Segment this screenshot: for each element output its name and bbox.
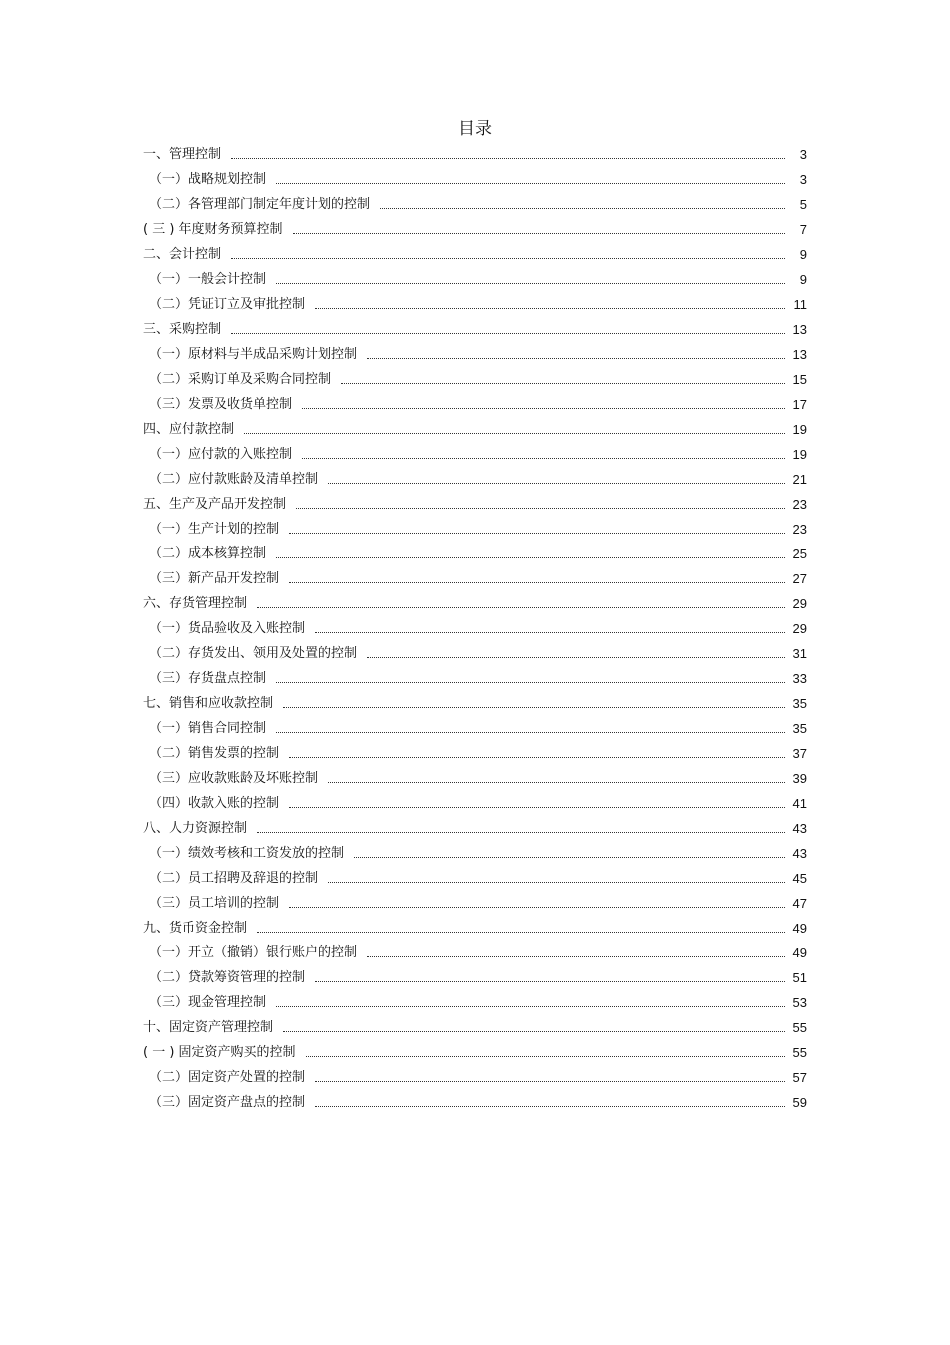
toc-entry-text: （二）贷款筹资管理的控制: [149, 970, 306, 986]
toc-page-number: 7: [799, 222, 807, 238]
toc-page-number: 35: [792, 696, 807, 712]
toc-entry[interactable]: [143, 1066, 807, 1091]
toc-entry-text: （一）生产计划的控制: [149, 521, 280, 537]
toc-entry[interactable]: [143, 841, 807, 866]
toc-entry[interactable]: [143, 293, 807, 318]
toc-dot-leader: [302, 407, 785, 409]
toc-entry[interactable]: [143, 866, 807, 891]
toc-page-number: 53: [792, 995, 807, 1011]
toc-entry-text: （二）应付款账龄及清单控制: [149, 471, 319, 487]
toc-page-number: 35: [792, 721, 807, 737]
toc-entry[interactable]: [143, 243, 807, 268]
toc-entry[interactable]: [143, 517, 807, 542]
toc-entry-text: （一）战略规划控制: [149, 172, 267, 188]
toc-entry-text: （一）开立（撤销）银行账户的控制: [149, 945, 358, 961]
toc-entry-text: 五、生产及产品开发控制: [143, 496, 287, 512]
toc-page-number: 45: [792, 870, 807, 886]
toc-entry[interactable]: [143, 542, 807, 567]
toc-entry[interactable]: [143, 467, 807, 492]
toc-page-number: 19: [792, 421, 807, 437]
toc-page-number: 55: [792, 1020, 807, 1036]
toc-page-number: 9: [799, 272, 807, 288]
toc-entry-text: 七、销售和应收款控制: [143, 696, 274, 712]
toc-page-number: 49: [792, 920, 807, 936]
toc-entry-text: （二）销售发票的控制: [149, 745, 280, 761]
toc-entry-text: （二）采购订单及采购合同控制: [149, 371, 332, 387]
toc-page-number: 37: [792, 745, 807, 761]
toc-page-number: 11: [793, 297, 807, 313]
toc-dot-leader: [276, 681, 785, 683]
toc-entry-text: （三）存货盘点控制: [149, 671, 267, 687]
toc-dot-leader: [257, 931, 785, 933]
toc-page-number: 5: [799, 197, 807, 213]
toc-entry[interactable]: [143, 941, 807, 966]
toc-entry-text: 四、应付款控制: [143, 421, 235, 437]
toc-entry-text: （一）应付款的入账控制: [149, 446, 293, 462]
toc-page-number: 9: [799, 247, 807, 263]
toc-dot-leader: [341, 382, 785, 384]
toc-dot-leader: [315, 631, 785, 633]
toc-dot-leader: [315, 307, 785, 309]
toc-entry[interactable]: [143, 766, 807, 791]
toc-page-number: 55: [792, 1045, 807, 1061]
toc-entry[interactable]: [143, 717, 807, 742]
toc-page-number: 41: [792, 795, 807, 811]
toc-entry-text: 九、货币资金控制: [143, 920, 248, 936]
toc-entry[interactable]: [143, 1041, 807, 1066]
toc-entry-text: 六、存货管理控制: [143, 596, 248, 612]
toc-page-number: 3: [799, 172, 807, 188]
toc-entry-text: ( 三 ) 年度财务预算控制: [143, 222, 283, 238]
toc-dot-leader: [293, 232, 785, 234]
toc-page-number: 49: [792, 945, 807, 961]
toc-entry[interactable]: [143, 742, 807, 767]
toc-entry[interactable]: [143, 343, 807, 368]
toc-dot-leader: [289, 906, 785, 908]
toc-entry-text: （二）成本核算控制: [149, 546, 267, 562]
toc-page-number: 39: [792, 770, 807, 786]
toc-dot-leader: [276, 1005, 785, 1007]
toc-page-number: 25: [792, 546, 807, 562]
toc-entry-text: （一）一般会计控制: [149, 272, 267, 288]
toc-entry-text: ( 一 ) 固定资产购买的控制: [143, 1045, 296, 1061]
toc-entry-text: （二）凭证订立及审批控制: [149, 297, 306, 313]
toc-entry[interactable]: [143, 916, 807, 941]
toc-entry[interactable]: [143, 1016, 807, 1041]
toc-entry[interactable]: [143, 1091, 807, 1116]
toc-entry-text: 二、会计控制: [143, 247, 222, 263]
toc-dot-leader: [231, 157, 785, 159]
toc-entry[interactable]: [143, 268, 807, 293]
toc-page-number: 59: [792, 1095, 807, 1111]
toc-dot-leader: [328, 781, 785, 783]
toc-page-number: 13: [792, 346, 807, 362]
toc-entry-text: 八、人力资源控制: [143, 820, 248, 836]
toc-page-number: 21: [792, 471, 807, 487]
toc-entry[interactable]: [143, 966, 807, 991]
toc-entry-text: （三）员工培训的控制: [149, 895, 280, 911]
toc-page-number: 23: [792, 496, 807, 512]
toc-entry-text: （一）原材料与半成品采购计划控制: [149, 346, 358, 362]
toc-entry[interactable]: [143, 991, 807, 1016]
toc-dot-leader: [283, 706, 785, 708]
toc-entry-text: （三）发票及收货单控制: [149, 396, 293, 412]
toc-dot-leader: [276, 556, 785, 558]
toc-dot-leader: [276, 282, 785, 284]
toc-entry[interactable]: [143, 168, 807, 193]
toc-entry-text: （一）绩效考核和工资发放的控制: [149, 845, 345, 861]
toc-entry-text: （四）收款入账的控制: [149, 795, 280, 811]
toc-entry[interactable]: [143, 891, 807, 916]
toc-dot-leader: [276, 731, 785, 733]
toc-dot-leader: [296, 507, 785, 509]
toc-dot-leader: [276, 182, 785, 184]
toc-entry[interactable]: [143, 318, 807, 343]
toc-dot-leader: [315, 1105, 785, 1107]
toc-dot-leader: [328, 881, 785, 883]
toc-dot-leader: [289, 581, 785, 583]
toc-entry[interactable]: [143, 667, 807, 692]
toc-page-number: 13: [792, 322, 807, 338]
toc-dot-leader: [367, 357, 785, 359]
toc-page-number: 29: [792, 621, 807, 637]
toc-dot-leader: [283, 1030, 785, 1032]
toc-entry-text: （三）固定资产盘点的控制: [149, 1095, 306, 1111]
toc-page-number: 43: [792, 845, 807, 861]
toc-page-number: 23: [792, 521, 807, 537]
toc-entry[interactable]: [143, 143, 807, 168]
toc-page-number: 31: [792, 646, 807, 662]
toc-entry-text: （一）销售合同控制: [149, 721, 267, 737]
toc-entry-text: （三）应收款账龄及坏账控制: [149, 770, 319, 786]
toc-entry[interactable]: [143, 791, 807, 816]
toc-page-number: 15: [792, 371, 807, 387]
toc-dot-leader: [231, 257, 785, 259]
toc-dot-leader: [315, 980, 785, 982]
toc-entry-text: 十、固定资产管理控制: [143, 1020, 274, 1036]
toc-entry[interactable]: [143, 617, 807, 642]
toc-page-number: 3: [799, 147, 807, 163]
toc-entry[interactable]: [143, 816, 807, 841]
toc-dot-leader: [289, 806, 785, 808]
toc-entry[interactable]: [143, 442, 807, 467]
toc-dot-leader: [257, 606, 785, 608]
toc-entry[interactable]: [143, 492, 807, 517]
toc-entry[interactable]: [143, 692, 807, 717]
toc-entry-text: （二）固定资产处置的控制: [149, 1070, 306, 1086]
toc-entry-text: （二）员工招聘及辞退的控制: [149, 870, 319, 886]
toc-list: [143, 143, 807, 1116]
toc-entry[interactable]: [143, 367, 807, 392]
toc-page-number: 43: [792, 820, 807, 836]
toc-page-number: 47: [792, 895, 807, 911]
toc-dot-leader: [367, 656, 785, 658]
toc-dot-leader: [328, 482, 785, 484]
toc-dot-leader: [315, 1080, 785, 1082]
toc-page-number: 29: [792, 596, 807, 612]
toc-dot-leader: [244, 432, 785, 434]
toc-page-number: 51: [792, 970, 807, 986]
toc-entry[interactable]: [143, 218, 807, 243]
toc-dot-leader: [380, 207, 785, 209]
toc-dot-leader: [354, 856, 785, 858]
toc-dot-leader: [306, 1055, 785, 1057]
toc-entry[interactable]: [143, 642, 807, 667]
toc-page-number: 57: [792, 1070, 807, 1086]
toc-dot-leader: [367, 955, 785, 957]
toc-dot-leader: [257, 831, 785, 833]
toc-entry-text: （二）各管理部门制定年度计划的控制: [149, 197, 371, 213]
toc-dot-leader: [289, 532, 785, 534]
toc-page-number: 33: [792, 671, 807, 687]
toc-entry[interactable]: [143, 592, 807, 617]
toc-page-number: 19: [792, 446, 807, 462]
toc-dot-leader: [231, 332, 785, 334]
toc-entry[interactable]: [143, 193, 807, 218]
toc-title: 目录: [458, 119, 492, 139]
toc-dot-leader: [289, 756, 785, 758]
toc-entry-text: 一、管理控制: [143, 147, 222, 163]
toc-dot-leader: [302, 457, 785, 459]
toc-entry[interactable]: [143, 567, 807, 592]
toc-entry-text: （二）存货发出、领用及处置的控制: [149, 646, 358, 662]
toc-page-number: 17: [792, 396, 807, 412]
toc-entry-text: （一）货品验收及入账控制: [149, 621, 306, 637]
toc-entry-text: 三、采购控制: [143, 322, 222, 338]
toc-entry[interactable]: [143, 392, 807, 417]
toc-entry-text: （三）现金管理控制: [149, 995, 267, 1011]
toc-entry-text: （三）新产品开发控制: [149, 571, 280, 587]
toc-page-number: 27: [792, 571, 807, 587]
toc-entry[interactable]: [143, 417, 807, 442]
